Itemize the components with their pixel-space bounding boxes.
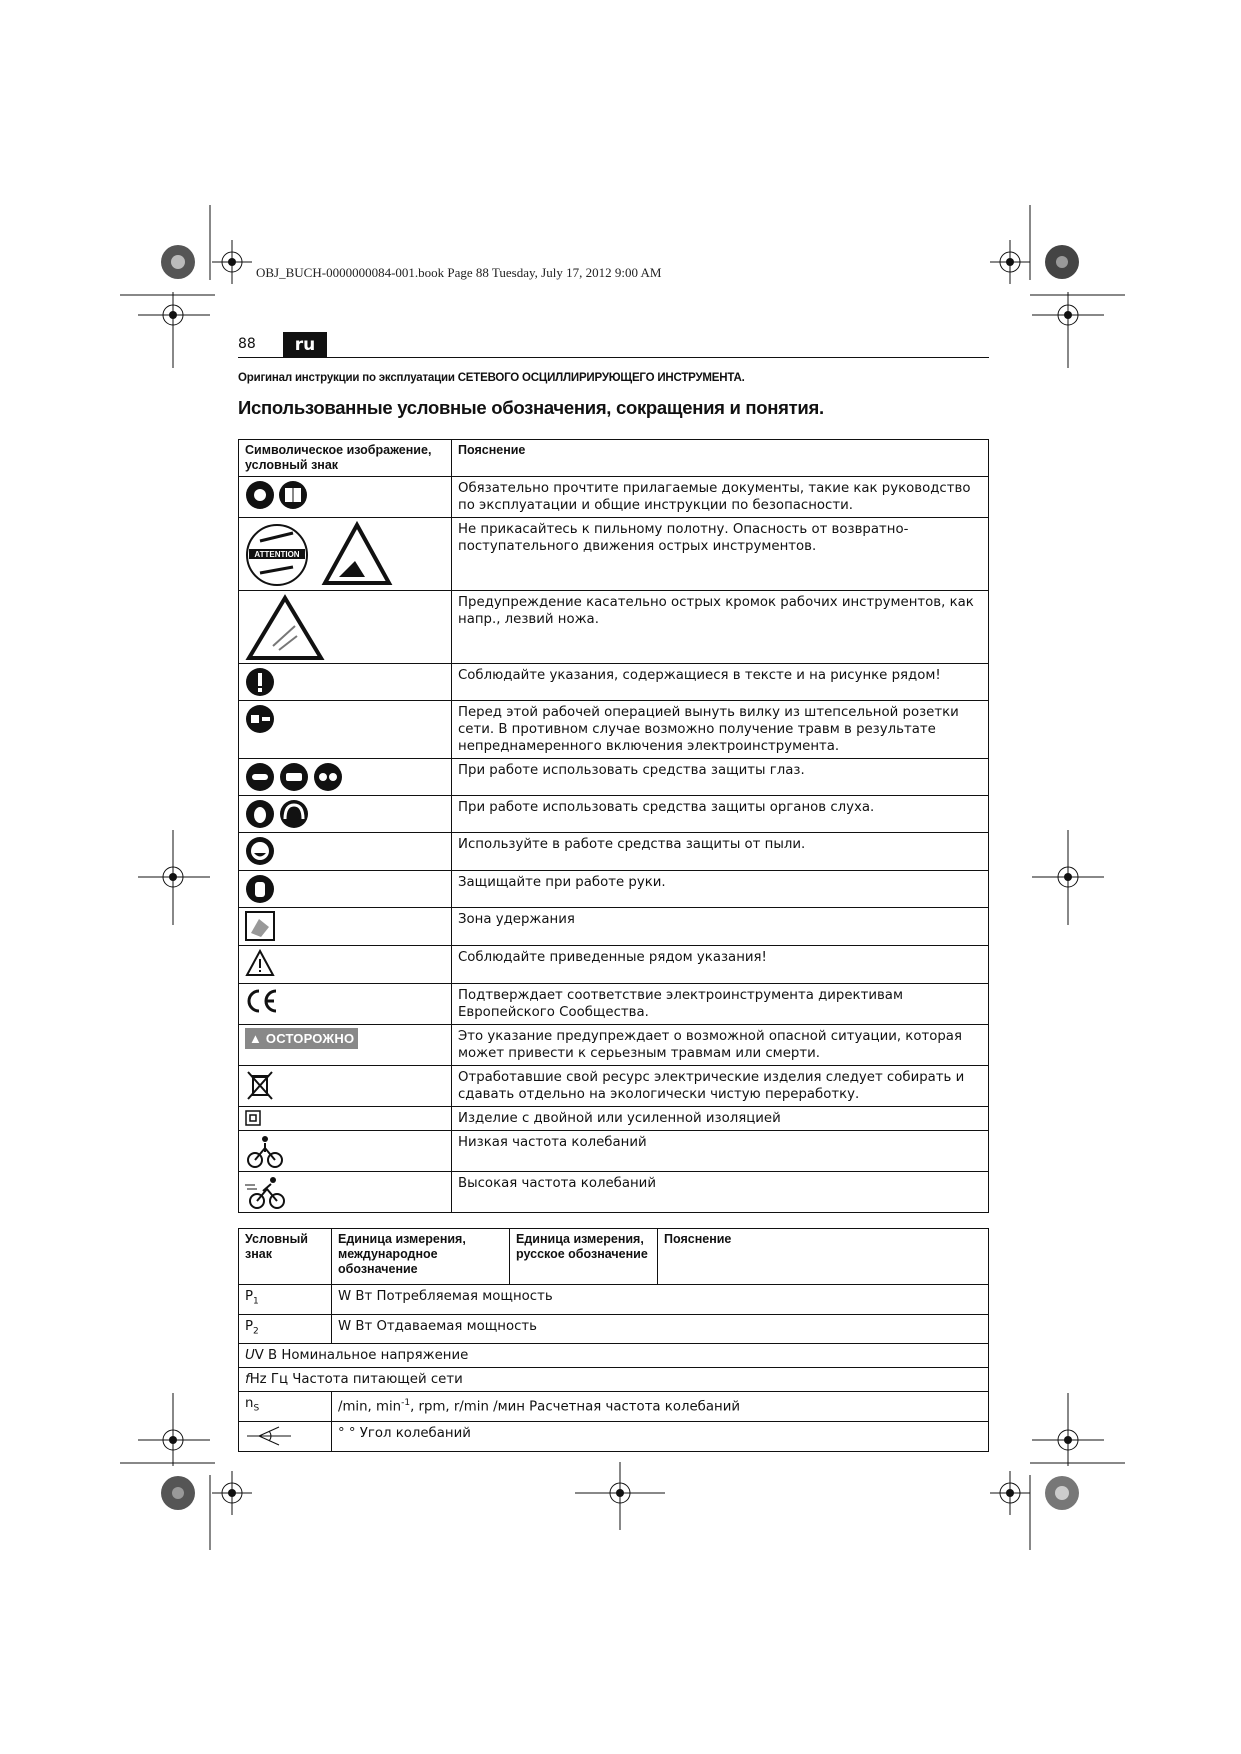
symbol-cell xyxy=(239,477,452,518)
sharp-edge-warning-icon xyxy=(245,594,325,660)
explanation-cell: Соблюдайте приведенные рядом указания! xyxy=(452,946,989,984)
explanation-cell: При работе использовать средства защиты органов слуха. xyxy=(452,796,989,833)
document-subtitle: Оригинал инструкции по эксплуатации СЕТЕВОГО ОСЦИЛЛИРИРУЮЩЕГО ИНСТРУМЕНТА. xyxy=(238,372,745,384)
svg-text:ATTENTION: ATTENTION xyxy=(254,550,300,559)
table-row xyxy=(239,477,989,518)
unit-text: Hz Гц Частота питающей сети xyxy=(249,1372,463,1388)
symbol-cell xyxy=(239,1066,452,1107)
table-row xyxy=(239,1025,989,1066)
caution-badge-label: ОСТОРОЖНО xyxy=(265,1031,355,1046)
sign-symbol: P xyxy=(245,1289,254,1304)
table-row xyxy=(239,984,989,1025)
explanation-cell: Перед этой рабочей операцией вынуть вилку из штепсельной розетки сети. В противном случае возможно получение травм в результате непреднамеренного включения электроинструмента. xyxy=(452,701,989,759)
fast-cyclist-icon xyxy=(245,1175,289,1209)
table-row xyxy=(239,1172,989,1213)
explanation-cell: Соблюдайте указания, содержащиеся в тексте и на рисунке рядом! xyxy=(452,664,989,701)
symbol-cell xyxy=(239,833,452,871)
table-row xyxy=(239,1392,989,1422)
table-header-row xyxy=(239,1229,989,1285)
table-row xyxy=(239,591,989,664)
symbol-cell xyxy=(239,664,452,701)
table-row xyxy=(239,701,989,759)
book-header-line: OBJ_BUCH-0000000084-001.book Page 88 Tuesday, July 17, 2012 9:00 AM xyxy=(256,265,662,280)
sign-cell xyxy=(239,1421,332,1451)
explanation-cell: Отработавшие свой ресурс электрические изделия следует собирать и сдавать отдельно на экологически чистую переработку. xyxy=(452,1066,989,1107)
units-table xyxy=(238,1228,989,1452)
symbol-cell xyxy=(239,759,452,796)
symbol-cell xyxy=(239,871,452,908)
table-row xyxy=(239,946,989,984)
sign-subscript: 2 xyxy=(253,1326,259,1337)
language-badge: ru xyxy=(283,332,327,358)
table-row xyxy=(239,871,989,908)
ear-protection-icon xyxy=(245,799,311,829)
unit-explanation-cell xyxy=(239,1344,989,1368)
unit-explanation-cell: W Вт Отдаваемая мощность xyxy=(332,1314,989,1344)
weee-bin-icon xyxy=(245,1069,275,1101)
symbol-cell xyxy=(239,984,452,1025)
explanation-cell: Не прикасайтесь к пильному полотну. Опасность от возвратно-поступательного движения острых инструментов. xyxy=(452,518,989,591)
unit-explanation-cell xyxy=(332,1392,989,1422)
column-header-explanation: Пояснение xyxy=(452,440,989,477)
symbol-cell xyxy=(239,796,452,833)
oscillation-angle-icon xyxy=(245,1425,293,1447)
explanation-cell: Зона удержания xyxy=(452,908,989,946)
table-row xyxy=(239,1421,989,1451)
unit-explanation-cell xyxy=(239,1368,989,1392)
explanation-cell: Подтверждает соответствие электроинструмента директивам Европейского Сообщества. xyxy=(452,984,989,1025)
gloves-icon xyxy=(245,874,275,904)
table-row xyxy=(239,1368,989,1392)
symbol-cell xyxy=(239,518,452,591)
table-row xyxy=(239,664,989,701)
symbol-cell xyxy=(239,1107,452,1131)
explanation-cell: При работе использовать средства защиты глаз. xyxy=(452,759,989,796)
sign-symbol: P xyxy=(245,1318,254,1334)
table-row xyxy=(239,1314,989,1344)
column-header-explanation: Пояснение xyxy=(658,1229,989,1285)
column-header-sign: Условный знак xyxy=(239,1229,332,1285)
unit-superscript: -1 xyxy=(401,1398,411,1409)
column-header-ru-unit: Единица измерения, русское обозначение xyxy=(510,1229,658,1285)
ce-mark-icon xyxy=(245,987,279,1015)
sign-symbol: n xyxy=(245,1396,254,1412)
explanation-cell: Это указание предупреждает о возможной опасной ситуации, которая может привести к серьезным травмам или смерти. xyxy=(452,1025,989,1066)
table-row xyxy=(239,1344,989,1368)
read-manual-icon xyxy=(245,480,311,510)
symbol-cell xyxy=(239,1131,452,1172)
table-row xyxy=(239,1107,989,1131)
sign-symbol: f xyxy=(245,1372,250,1388)
unit-explanation-cell: ° ° Угол колебаний xyxy=(332,1421,989,1451)
double-insulation-icon xyxy=(245,1110,263,1126)
warning-triangle-icon xyxy=(245,949,275,977)
unplug-icon xyxy=(245,704,275,734)
table-row xyxy=(239,1285,989,1315)
sign-subscript: 1 xyxy=(253,1296,259,1307)
dust-mask-icon xyxy=(245,836,275,866)
symbol-cell xyxy=(239,1025,452,1066)
symbols-table xyxy=(238,439,989,1213)
sign-subscript: S xyxy=(253,1403,260,1414)
table-header-row xyxy=(239,440,989,477)
table-row xyxy=(239,833,989,871)
table-row xyxy=(239,796,989,833)
eye-protection-icon xyxy=(245,762,345,792)
column-header-symbol: Символическое изображение, условный знак xyxy=(239,440,452,477)
symbol-cell xyxy=(239,946,452,984)
header-rule xyxy=(238,357,989,358)
sign-cell xyxy=(239,1392,332,1422)
explanation-cell: Защищайте при работе руки. xyxy=(452,871,989,908)
unit-text: , rpm, r/min /мин Расчетная частота колебаний xyxy=(410,1399,740,1415)
symbol-cell xyxy=(239,591,452,664)
symbol-cell xyxy=(239,908,452,946)
explanation-cell: Низкая частота колебаний xyxy=(452,1131,989,1172)
explanation-cell: Обязательно прочтите прилагаемые документы, такие как руководство по эксплуатации и общие инструкции по безопасности. xyxy=(452,477,989,518)
page-number: 88 xyxy=(238,336,256,352)
explanation-cell: Используйте в работе средства защиты от пыли. xyxy=(452,833,989,871)
table-row xyxy=(239,518,989,591)
table-row xyxy=(239,908,989,946)
sign-symbol: U xyxy=(245,1348,255,1364)
sign-cell xyxy=(239,1314,332,1344)
unit-text: /min, min xyxy=(338,1399,402,1415)
explanation-cell: Предупреждение касательно острых кромок рабочих инструментов, как напр., лезвий ножа. xyxy=(452,591,989,664)
table-row xyxy=(239,759,989,796)
caution-badge-icon: ▲ xyxy=(249,1031,263,1046)
table-row xyxy=(239,1066,989,1107)
symbol-cell xyxy=(239,1172,452,1213)
unit-explanation-cell: W Вт Потребляемая мощность xyxy=(332,1285,989,1315)
attention-blade-icon xyxy=(245,521,395,587)
mandatory-icon xyxy=(245,667,275,697)
section-title: Использованные условные обозначения, сокращения и понятия. xyxy=(238,397,824,418)
slow-cyclist-icon xyxy=(245,1134,285,1168)
explanation-cell: Высокая частота колебаний xyxy=(452,1172,989,1213)
caution-badge xyxy=(245,1028,358,1049)
explanation-cell: Изделие с двойной или усиленной изоляцией xyxy=(452,1107,989,1131)
column-header-intl-unit: Единица измерения, международное обозначение xyxy=(332,1229,510,1285)
grip-zone-icon xyxy=(245,911,275,941)
unit-text: V В Номинальное напряжение xyxy=(254,1348,469,1364)
sign-cell xyxy=(239,1285,332,1315)
table-row xyxy=(239,1131,989,1172)
symbol-cell xyxy=(239,701,452,759)
